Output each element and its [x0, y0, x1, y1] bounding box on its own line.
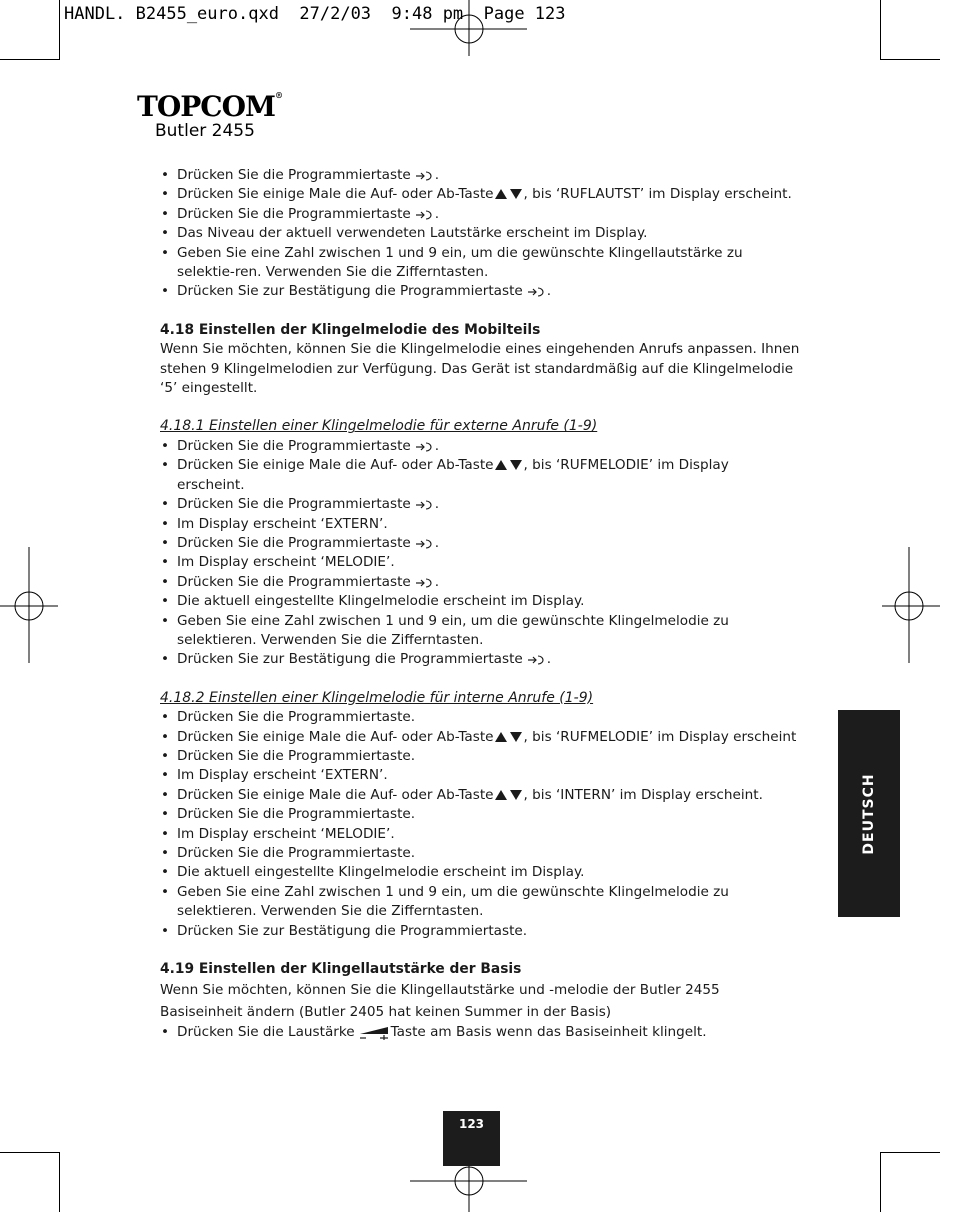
- crop-mark: [880, 0, 881, 60]
- step-item: [160, 592, 800, 611]
- step-item: [160, 1023, 800, 1042]
- step-text: Im Display erscheint ‘EXTERN’.: [177, 515, 388, 532]
- programming-key-icon: [415, 537, 433, 549]
- step-text-suffix: .: [434, 167, 440, 183]
- topcom-logo: TOPCOM®: [137, 90, 282, 123]
- step-text: Drücken Sie die Laustärke: [177, 1024, 355, 1041]
- step-item: [160, 805, 800, 824]
- registration-mark-left: [0, 545, 60, 665]
- crop-mark: [0, 1152, 60, 1153]
- step-text: Drücken Sie die Programmiertaste.: [177, 709, 416, 726]
- programming-key-icon: [415, 576, 433, 588]
- programming-key-icon: [415, 208, 433, 220]
- section-4-19-title: 4.19 Einstellen der Klingellautstärke der Basis: [160, 961, 522, 978]
- step-text: Im Display erscheint ‘MELODIE’.: [177, 825, 395, 842]
- step-item: [160, 863, 800, 882]
- step-item: [160, 786, 800, 805]
- model-name: Butler 2455: [155, 121, 255, 141]
- section-4-18-2-steps: [160, 708, 800, 941]
- step-text: Drücken Sie einige Male die Auf- oder Ab-Taste: [177, 457, 494, 474]
- section-4-18-body: Wenn Sie möchten, können Sie die Klingelmelodie eines eingehenden Anrufs anpassen. Ihnen stehen 9 Klingelmelodien zur Verfügung. Das Gerät ist standardmäßig auf die Klingelmelodie ‘5’ eingestellt.: [160, 341, 800, 397]
- section-4-18-1-steps: [160, 437, 800, 670]
- step-item: [160, 224, 800, 243]
- step-text: Die aktuell eingestellte Klingelmelodie erscheint im Display.: [177, 593, 585, 610]
- step-text-suffix: .: [434, 573, 440, 590]
- step-text: Drücken Sie die Programmiertaste.: [177, 747, 416, 764]
- step-text: Die aktuell eingestellte Klingelmelodie erscheint im Display.: [177, 864, 585, 881]
- step-item: [160, 844, 800, 863]
- step-text: Drücken Sie die Programmiertaste: [177, 573, 411, 590]
- step-item: [160, 456, 800, 495]
- print-slug: HANDL. B2455_euro.qxd 27/2/03 9:48 pm Page 123: [64, 4, 566, 24]
- step-text-suffix: , bis ‘INTERN’ im Display erscheint.: [523, 786, 763, 803]
- programming-key-icon: [415, 498, 433, 510]
- section-4-19-steps: [160, 1023, 800, 1042]
- crop-mark: [59, 0, 60, 60]
- crop-mark: [880, 1152, 940, 1153]
- step-text: Drücken Sie die Programmiertaste: [177, 205, 411, 222]
- step-text: Drücken Sie zur Bestätigung die Programmiertaste: [177, 651, 523, 668]
- section-4-18-2-title: 4.18.2 Einstellen einer Klingelmelodie für interne Anrufe (1-9): [160, 689, 594, 706]
- volume-key-icon: [359, 1024, 389, 1040]
- step-item: [160, 922, 800, 941]
- language-tab: [838, 710, 900, 917]
- step-text: Geben Sie eine Zahl zwischen 1 und 9 ein, um die gewünschte Klingelmelodie zu selektieren. Verwenden Sie die Zifferntasten.: [177, 612, 729, 648]
- step-item: [160, 747, 800, 766]
- step-text: Geben Sie eine Zahl zwischen 1 und 9 ein, um die gewünschte Klingellautstärke zu selektie-ren. Verwenden Sie die Zifferntasten.: [177, 244, 743, 281]
- section-4-18-1-title: 4.18.1 Einstellen einer Klingelmelodie für externe Anrufe (1-9): [160, 418, 598, 435]
- step-item: [160, 282, 800, 301]
- step-item: [160, 495, 800, 514]
- step-text: Das Niveau der aktuell verwendeten Lautstärke erscheint im Display.: [177, 225, 648, 242]
- step-text: Drücken Sie einige Male die Auf- oder Ab-Taste: [177, 728, 494, 745]
- step-text: Drücken Sie einige Male die Auf- oder Ab-Taste: [177, 786, 494, 803]
- crop-mark: [59, 1152, 60, 1212]
- page-number: 123: [443, 1111, 500, 1166]
- step-text-suffix: .: [434, 534, 440, 551]
- step-text: Geben Sie eine Zahl zwischen 1 und 9 ein, um die gewünschte Klingelmelodie zu selektieren. Verwenden Sie die Zifferntasten.: [177, 883, 729, 920]
- programming-key-icon: [415, 169, 433, 181]
- programming-key-icon: [415, 440, 433, 452]
- registration-mark-right: [880, 545, 940, 665]
- step-item: [160, 553, 800, 572]
- step-item: [160, 650, 800, 669]
- step-text: Drücken Sie die Programmiertaste: [177, 496, 411, 513]
- step-text-suffix: .: [434, 496, 440, 513]
- step-item: [160, 244, 800, 283]
- step-text-suffix: .: [434, 205, 440, 222]
- step-item: [160, 185, 800, 204]
- step-item: [160, 825, 800, 844]
- step-text: Drücken Sie zur Bestätigung die Programmiertaste.: [177, 922, 528, 939]
- step-text: Im Display erscheint ‘EXTERN’.: [177, 767, 388, 784]
- step-item: [160, 883, 800, 922]
- step-text-suffix: .: [434, 437, 440, 454]
- step-item: [160, 612, 800, 651]
- up-down-arrow-icon: [495, 189, 523, 199]
- step-item: [160, 573, 800, 592]
- crop-mark: [880, 59, 940, 60]
- step-text-suffix: Taste am Basis wenn das Basiseinheit klingelt.: [390, 1024, 707, 1041]
- step-item: [160, 534, 800, 553]
- step-item: [160, 766, 800, 785]
- step-text: Drücken Sie die Programmiertaste: [177, 167, 411, 183]
- step-text-suffix: , bis ‘RUFMELODIE’ im Display erscheint: [523, 728, 797, 745]
- step-item: [160, 708, 800, 727]
- step-text: Drücken Sie die Programmiertaste: [177, 534, 411, 551]
- registration-mark-top: [410, 0, 530, 60]
- crop-mark: [880, 1152, 881, 1212]
- step-text: Drücken Sie zur Bestätigung die Programmiertaste: [177, 283, 523, 300]
- step-text: Drücken Sie die Programmiertaste: [177, 437, 411, 454]
- up-down-arrow-icon: [495, 460, 523, 470]
- section-4-18-title: 4.18 Einstellen der Klingelmelodie des Mobilteils: [160, 321, 541, 338]
- intro-steps: [160, 166, 800, 302]
- step-text: Drücken Sie einige Male die Auf- oder Ab-Taste: [177, 186, 494, 203]
- step-text: Im Display erscheint ‘MELODIE’.: [177, 554, 395, 571]
- step-text-suffix: .: [546, 283, 552, 300]
- language-tab-label: DEUTSCH: [861, 772, 877, 855]
- crop-mark: [0, 59, 60, 60]
- step-item: [160, 515, 800, 534]
- step-text: Drücken Sie die Programmiertaste.: [177, 845, 416, 861]
- page-content: [160, 166, 800, 1043]
- step-item: [160, 205, 800, 224]
- step-text: Drücken Sie die Programmiertaste.: [177, 806, 416, 823]
- step-item: [160, 437, 800, 456]
- step-text-suffix: .: [546, 651, 552, 668]
- step-item: [160, 728, 800, 747]
- step-text-suffix: , bis ‘RUFLAUTST’ im Display erscheint.: [523, 186, 792, 203]
- step-text-suffix: , bis ‘RUFMELODIE’ im Display erscheint.: [177, 457, 729, 493]
- step-item: [160, 166, 800, 185]
- up-down-arrow-icon: [495, 732, 523, 742]
- programming-key-icon: [527, 285, 545, 297]
- section-4-19-body: Wenn Sie möchten, können Sie die Klingellautstärke und -melodie der Butler 2455 Basiseinheit ändern (Butler 2405 hat keinen Summer in der Basis): [160, 982, 720, 1021]
- programming-key-icon: [527, 653, 545, 665]
- up-down-arrow-icon: [495, 790, 523, 800]
